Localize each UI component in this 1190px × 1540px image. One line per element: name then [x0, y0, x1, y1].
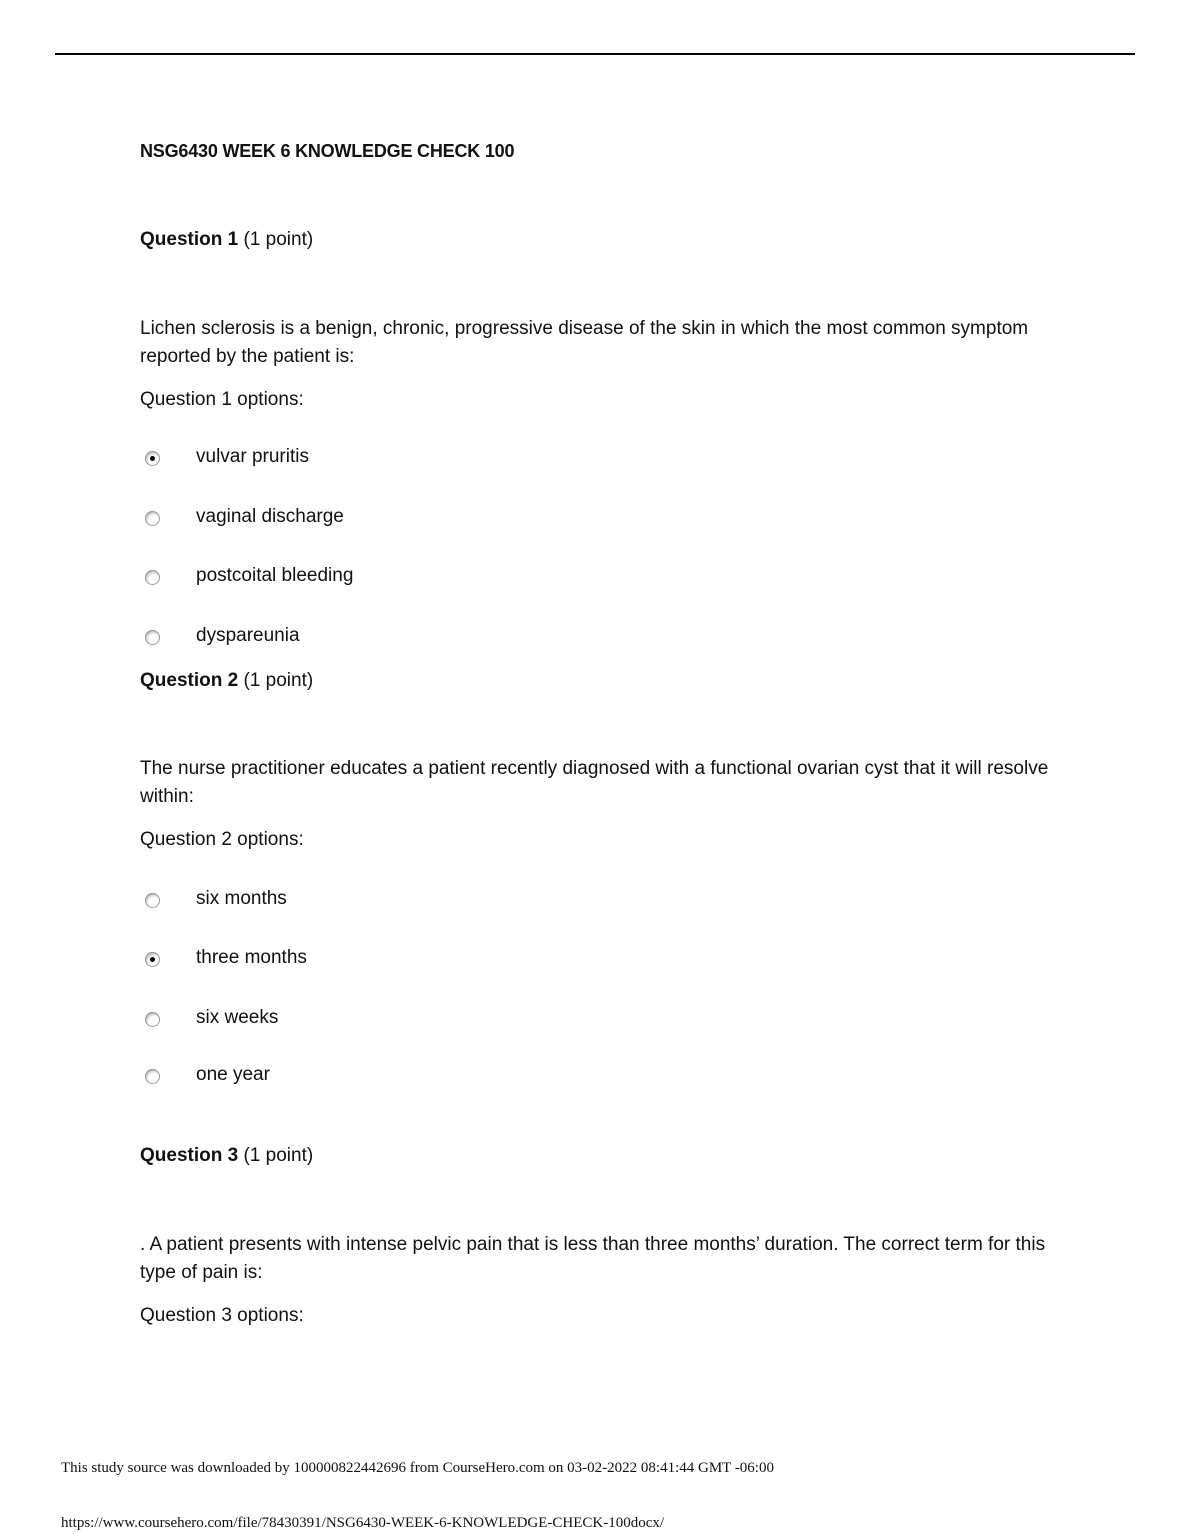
- radio-icon[interactable]: [145, 570, 160, 585]
- option-text: one year: [196, 1064, 270, 1085]
- radio-icon[interactable]: [145, 1012, 160, 1027]
- option-text: six months: [196, 888, 287, 909]
- question-2-prompt: The nurse practitioner educates a patient recently diagnosed with a functional ovarian cyst that it will resolve within:: [140, 758, 1049, 807]
- radio-selected-icon[interactable]: [145, 451, 160, 466]
- option-text: three months: [196, 947, 307, 968]
- question-3-heading: [140, 1145, 313, 1167]
- question-2-options-label: Question 2 options:: [140, 829, 304, 850]
- question-3-prompt: . A patient presents with intense pelvic pain that is less than three months’ duration. The correct term for this type of pain is:: [140, 1234, 1046, 1283]
- question-1-heading: [140, 229, 313, 251]
- question-3-label: Question 3: [140, 1145, 239, 1166]
- option-text: vaginal discharge: [196, 506, 344, 527]
- radio-icon[interactable]: [145, 1069, 160, 1084]
- footer-source-line: This study source was downloaded by 100000822442696 from CourseHero.com on 03-02-2022 08:41:44 GMT -06:00: [61, 1460, 774, 1476]
- option-text: vulvar pruritis: [196, 446, 309, 467]
- radio-selected-icon[interactable]: [145, 952, 160, 967]
- question-1-options-label: Question 1 options:: [140, 389, 304, 410]
- radio-icon[interactable]: [145, 630, 160, 645]
- option-text: six weeks: [196, 1007, 279, 1028]
- document-title: NSG6430 WEEK 6 KNOWLEDGE CHECK 100: [140, 141, 515, 161]
- footer-url-line[interactable]: https://www.coursehero.com/file/78430391/NSG6430-WEEK-6-KNOWLEDGE-CHECK-100docx/: [61, 1515, 665, 1531]
- question-2-heading: [140, 670, 313, 692]
- question-3-points: (1 point): [243, 1145, 314, 1166]
- question-2-label: Question 2: [140, 670, 239, 691]
- question-2-points: (1 point): [243, 670, 314, 691]
- radio-icon[interactable]: [145, 511, 160, 526]
- radio-icon[interactable]: [145, 893, 160, 908]
- question-1-prompt: Lichen sclerosis is a benign, chronic, progressive disease of the skin in which the most common symptom reported by the patient is:: [140, 318, 1029, 367]
- question-3-options-label: Question 3 options:: [140, 1305, 304, 1326]
- option-text: dyspareunia: [196, 625, 300, 646]
- option-text: postcoital bleeding: [196, 565, 354, 586]
- question-1-label: Question 1: [140, 229, 239, 250]
- question-1-points: (1 point): [243, 229, 314, 250]
- top-rule: [55, 53, 1135, 55]
